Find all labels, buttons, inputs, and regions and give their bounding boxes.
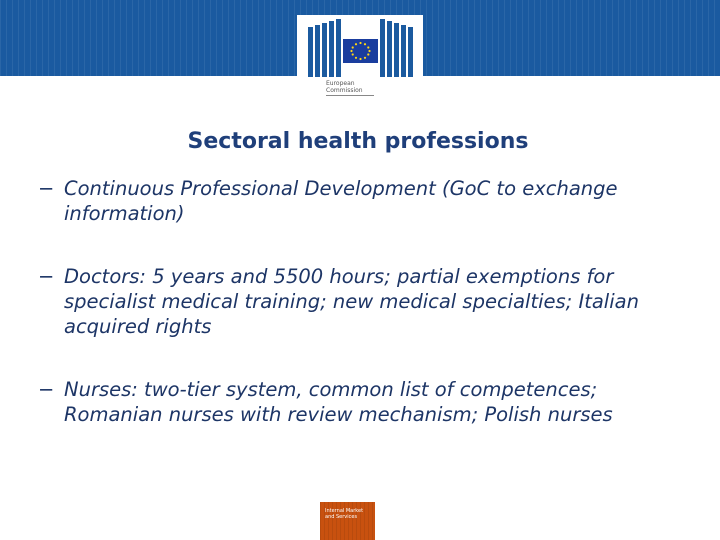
bullet-text: Continuous Professional Development (GoC to exchange information) (64, 177, 618, 225)
logo-text: European Commission (326, 80, 363, 94)
bullet-item (38, 176, 698, 226)
badge-text: Internal Market and Services (325, 508, 364, 520)
bullet-list (38, 176, 698, 465)
bullet-marker: − (38, 177, 55, 200)
bullet-text: Nurses: two-tier system, common list of competences; Romanian nurses with review mechanism; Polish nurses (64, 378, 613, 426)
bullet-item (38, 377, 698, 427)
bullet-marker: − (38, 265, 55, 288)
bullet-item (38, 264, 698, 339)
bullet-text: Doctors: 5 years and 5500 hours; partial exemptions for specialist medical training; new medical specialties; Italian acquired rights (64, 265, 639, 338)
european-commission-logo (300, 17, 420, 77)
slide-title: Sectoral health professions (187, 129, 529, 154)
logo-underline (326, 95, 374, 96)
bullet-marker: − (38, 378, 55, 401)
